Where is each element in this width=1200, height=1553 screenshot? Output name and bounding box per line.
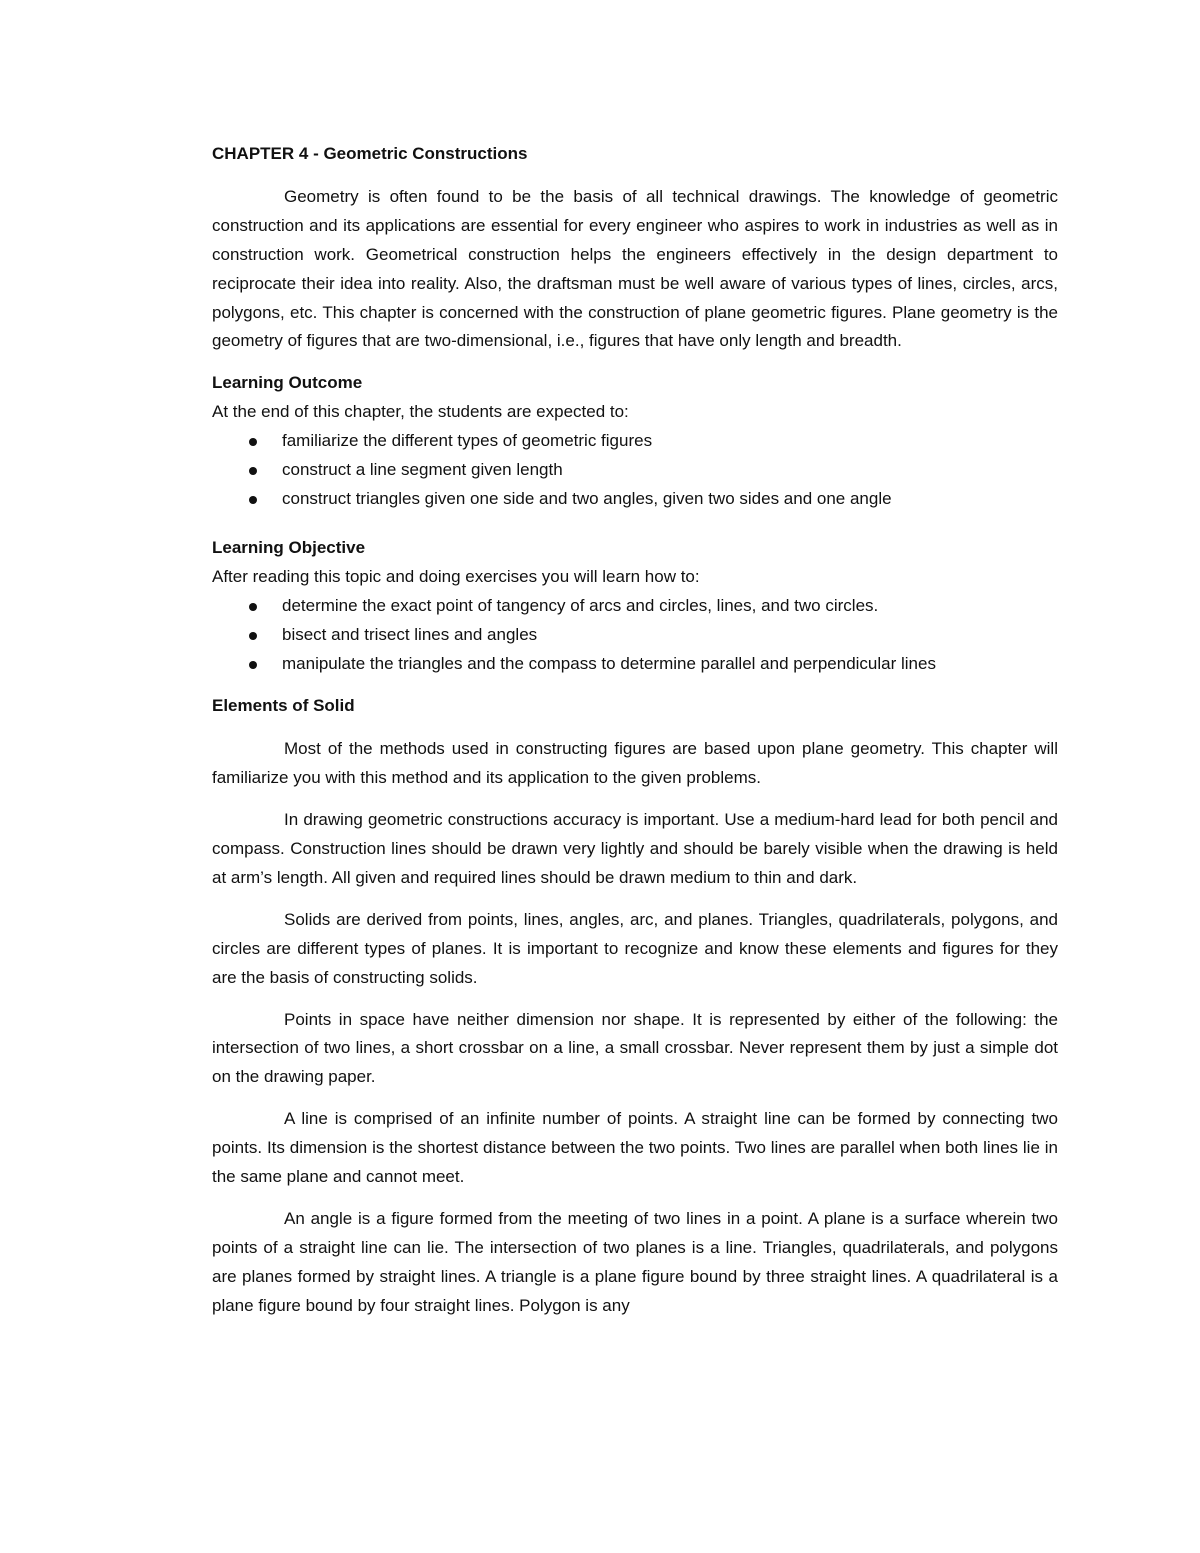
chapter-title: CHAPTER 4 - Geometric Constructions (212, 144, 528, 163)
learning-objective-list (212, 592, 1058, 679)
bullet-icon (249, 496, 257, 504)
list-item (212, 621, 1058, 650)
bullet-icon (249, 467, 257, 475)
list-item (212, 592, 1058, 621)
bullet-icon (249, 438, 257, 446)
list-item (212, 650, 1058, 679)
bullet-icon (249, 632, 257, 640)
elements-of-solid-section (212, 692, 1058, 1320)
list-item-text: construct triangles given one side and two angles, given two sides and one angle (282, 488, 892, 508)
learning-objective-section (212, 534, 1058, 679)
document-page (212, 140, 1058, 1334)
body-paragraph: Most of the methods used in constructing figures are based upon plane geometry. This chapter will familiarize you with this method and its application to the given problems. (212, 739, 1058, 788)
list-item (212, 427, 1058, 456)
list-item-text: bisect and trisect lines and angles (282, 624, 538, 644)
body-paragraph: Solids are derived from points, lines, angles, arc, and planes. Triangles, quadrilaterals, polygons, and circles are different types of planes. It is important to recognize and know these elements and figures for they are the basis of constructing solids. (212, 909, 1058, 987)
list-item-text: determine the exact point of tangency of arcs and circles, lines, and two circles. (282, 595, 879, 615)
list-item-text: familiarize the different types of geometric figures (282, 431, 653, 451)
learning-outcome-list (212, 427, 1058, 514)
elements-of-solid-heading: Elements of Solid (212, 696, 355, 716)
learning-objective-heading: Learning Objective (212, 537, 366, 557)
bullet-icon (249, 661, 257, 669)
intro-paragraph: Geometry is often found to be the basis of all technical drawings. The knowledge of geometric construction and its applications are essential for every engineer who aspires to work in industries as well as in construction work. Geometrical construction helps the engineers effectively in the design department to reciprocate their idea into reality. Also, the draftsman must be well aware of various types of lines, circles, arcs, polygons, etc. This chapter is concerned with the construction of plane geometric figures. Plane geometry is the geometry of figures that are two-dimensional, i.e., figures that have only length and breadth. (212, 186, 1058, 351)
learning-outcome-section (212, 369, 1058, 514)
list-item-text: construct a line segment given length (282, 460, 563, 480)
body-paragraph: In drawing geometric constructions accuracy is important. Use a medium-hard lead for both pencil and compass. Construction lines should be drawn very lightly and should be barely visible when the drawing is held at arm’s length. All given and required lines should be drawn medium to thin and dark. (212, 810, 1058, 887)
body-paragraph: Points in space have neither dimension nor shape. It is represented by either of the following: the intersection of two lines, a short crossbar on a line, a small crossbar. Never represent them by just a simple dot on the drawing paper. (212, 1009, 1058, 1087)
body-paragraph: An angle is a figure formed from the meeting of two lines in a point. A plane is a surface wherein two points of a straight line can lie. The intersection of two planes is a line. Triangles, quadrilaterals, and polygons are planes formed by straight lines. A triangle is a plane figure bound by three straight lines. A quadrilateral is a plane figure bound by four straight lines. Polygon is any (212, 1209, 1058, 1315)
list-item-text: manipulate the triangles and the compass to determine parallel and perpendicular lines (282, 653, 936, 673)
learning-outcome-intro: At the end of this chapter, the students are expected to: (212, 402, 629, 422)
learning-outcome-heading: Learning Outcome (212, 373, 363, 393)
learning-objective-intro: After reading this topic and doing exercises you will learn how to: (212, 566, 700, 586)
body-paragraph: A line is comprised of an infinite number of points. A straight line can be formed by connecting two points. Its dimension is the shortest distance between the two points. Two lines are parallel when both lines lie in the same plane and cannot meet. (212, 1109, 1058, 1187)
list-item (212, 456, 1058, 485)
list-item (212, 485, 1058, 514)
bullet-icon (249, 603, 257, 611)
